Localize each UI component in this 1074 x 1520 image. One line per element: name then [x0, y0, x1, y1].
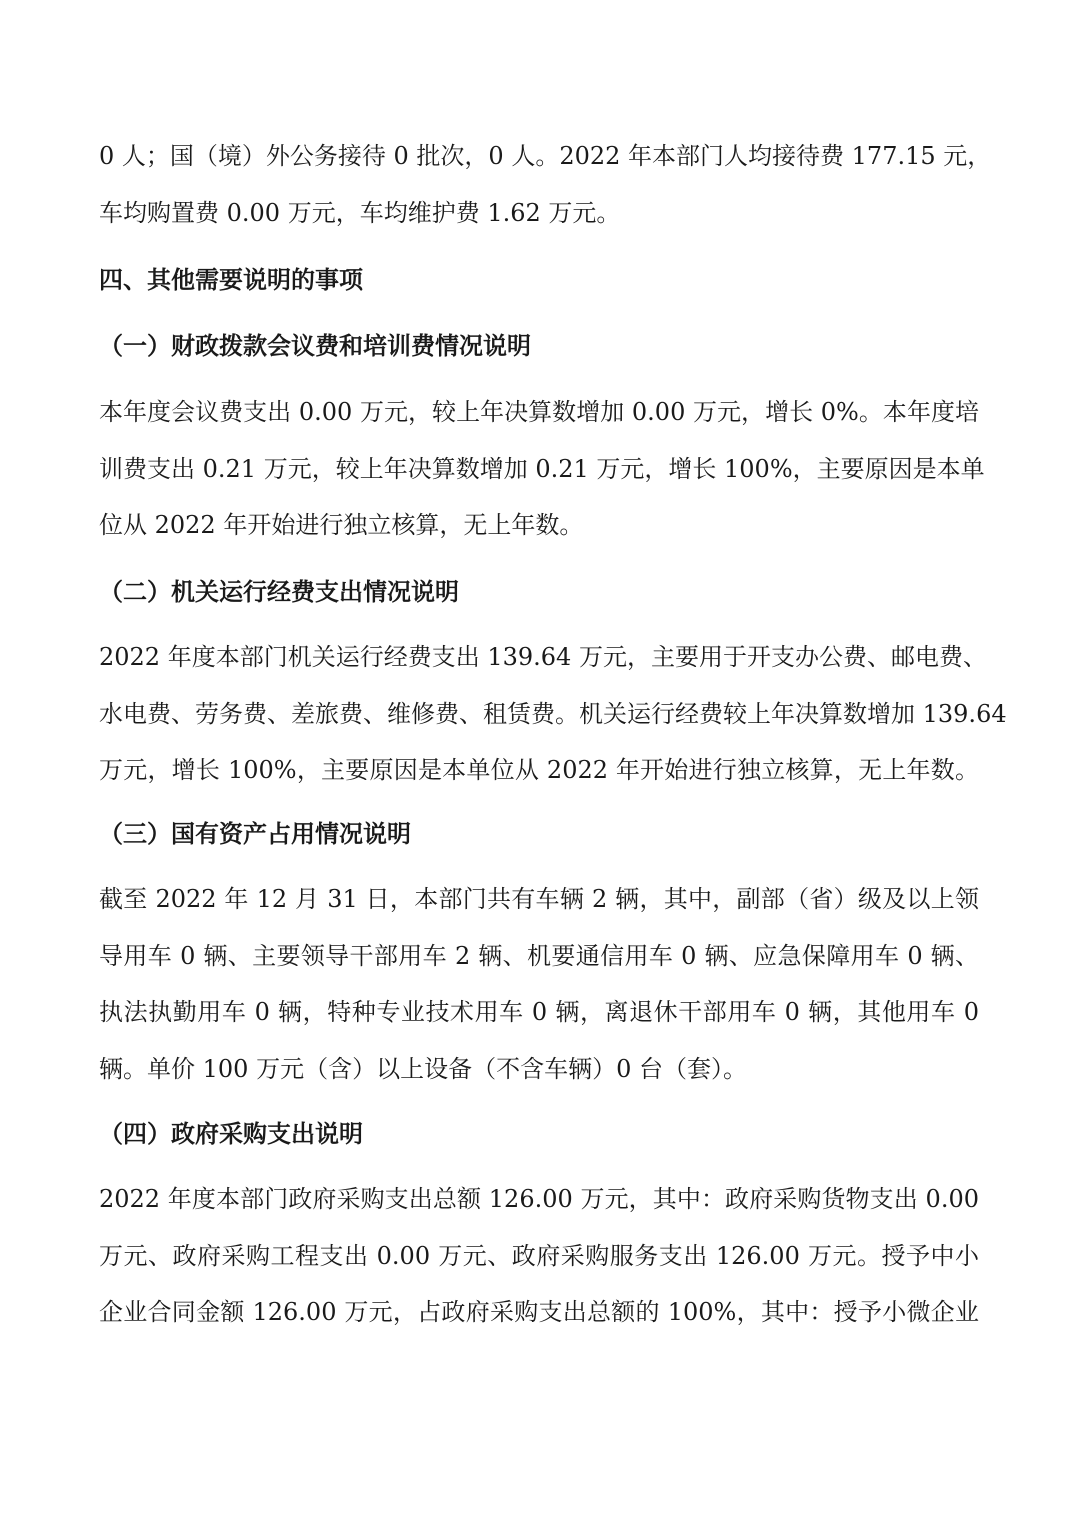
paragraph-line: 训费支出 0.21 万元，较上年决算数增加 0.21 万元，增长 100%，主要原因是本单 — [99, 455, 985, 483]
paragraph-line: 导用车 0 辆、主要领导干部用车 2 辆、机要通信用车 0 辆、应急保障用车 0 辆、 — [99, 942, 979, 970]
paragraph-line: 万元，增长 100%，主要原因是本单位从 2022 年开始进行独立核算，无上年数。 — [99, 756, 979, 784]
paragraph-line: 万元、政府采购工程支出 0.00 万元、政府采购服务支出 126.00 万元。授予中小 — [99, 1242, 979, 1270]
paragraph-line: 2022 年度本部门机关运行经费支出 139.64 万元，主要用于开支办公费、邮电费、 — [99, 643, 987, 671]
subsection-heading: （二）机关运行经费支出情况说明 — [99, 578, 459, 606]
section-heading: 四、其他需要说明的事项 — [99, 266, 363, 294]
paragraph-line: 执法执勤用车 0 辆，特种专业技术用车 0 辆，离退休干部用车 0 辆，其他用车 0 — [99, 998, 979, 1026]
subsection-heading: （一）财政拨款会议费和培训费情况说明 — [99, 332, 531, 360]
paragraph-line: 2022 年度本部门政府采购支出总额 126.00 万元，其中：政府采购货物支出 0.00 — [99, 1185, 979, 1213]
paragraph-line: 水电费、劳务费、差旅费、维修费、租赁费。机关运行经费较上年决算数增加 139.64 — [99, 700, 1007, 728]
paragraph-line: 辆。单价 100 万元（含）以上设备（不含车辆）0 台（套）。 — [99, 1055, 747, 1083]
paragraph-line: 位从 2022 年开始进行独立核算，无上年数。 — [99, 511, 584, 539]
paragraph-line: 车均购置费 0.00 万元，车均维护费 1.62 万元。 — [99, 199, 621, 227]
paragraph-line: 企业合同金额 126.00 万元，占政府采购支出总额的 100%，其中：授予小微企业 — [99, 1298, 979, 1326]
paragraph-line: 0 人；国（境）外公务接待 0 批次，0 人。2022 年本部门人均接待费 177.15 元， — [99, 142, 992, 170]
paragraph-line: 截至 2022 年 12 月 31 日，本部门共有车辆 2 辆，其中，副部（省）级及以上领 — [99, 885, 979, 913]
paragraph-line: 本年度会议费支出 0.00 万元，较上年决算数增加 0.00 万元，增长 0%。本年度培 — [99, 398, 979, 426]
subsection-heading: （三）国有资产占用情况说明 — [99, 820, 411, 848]
subsection-heading: （四）政府采购支出说明 — [99, 1120, 363, 1148]
